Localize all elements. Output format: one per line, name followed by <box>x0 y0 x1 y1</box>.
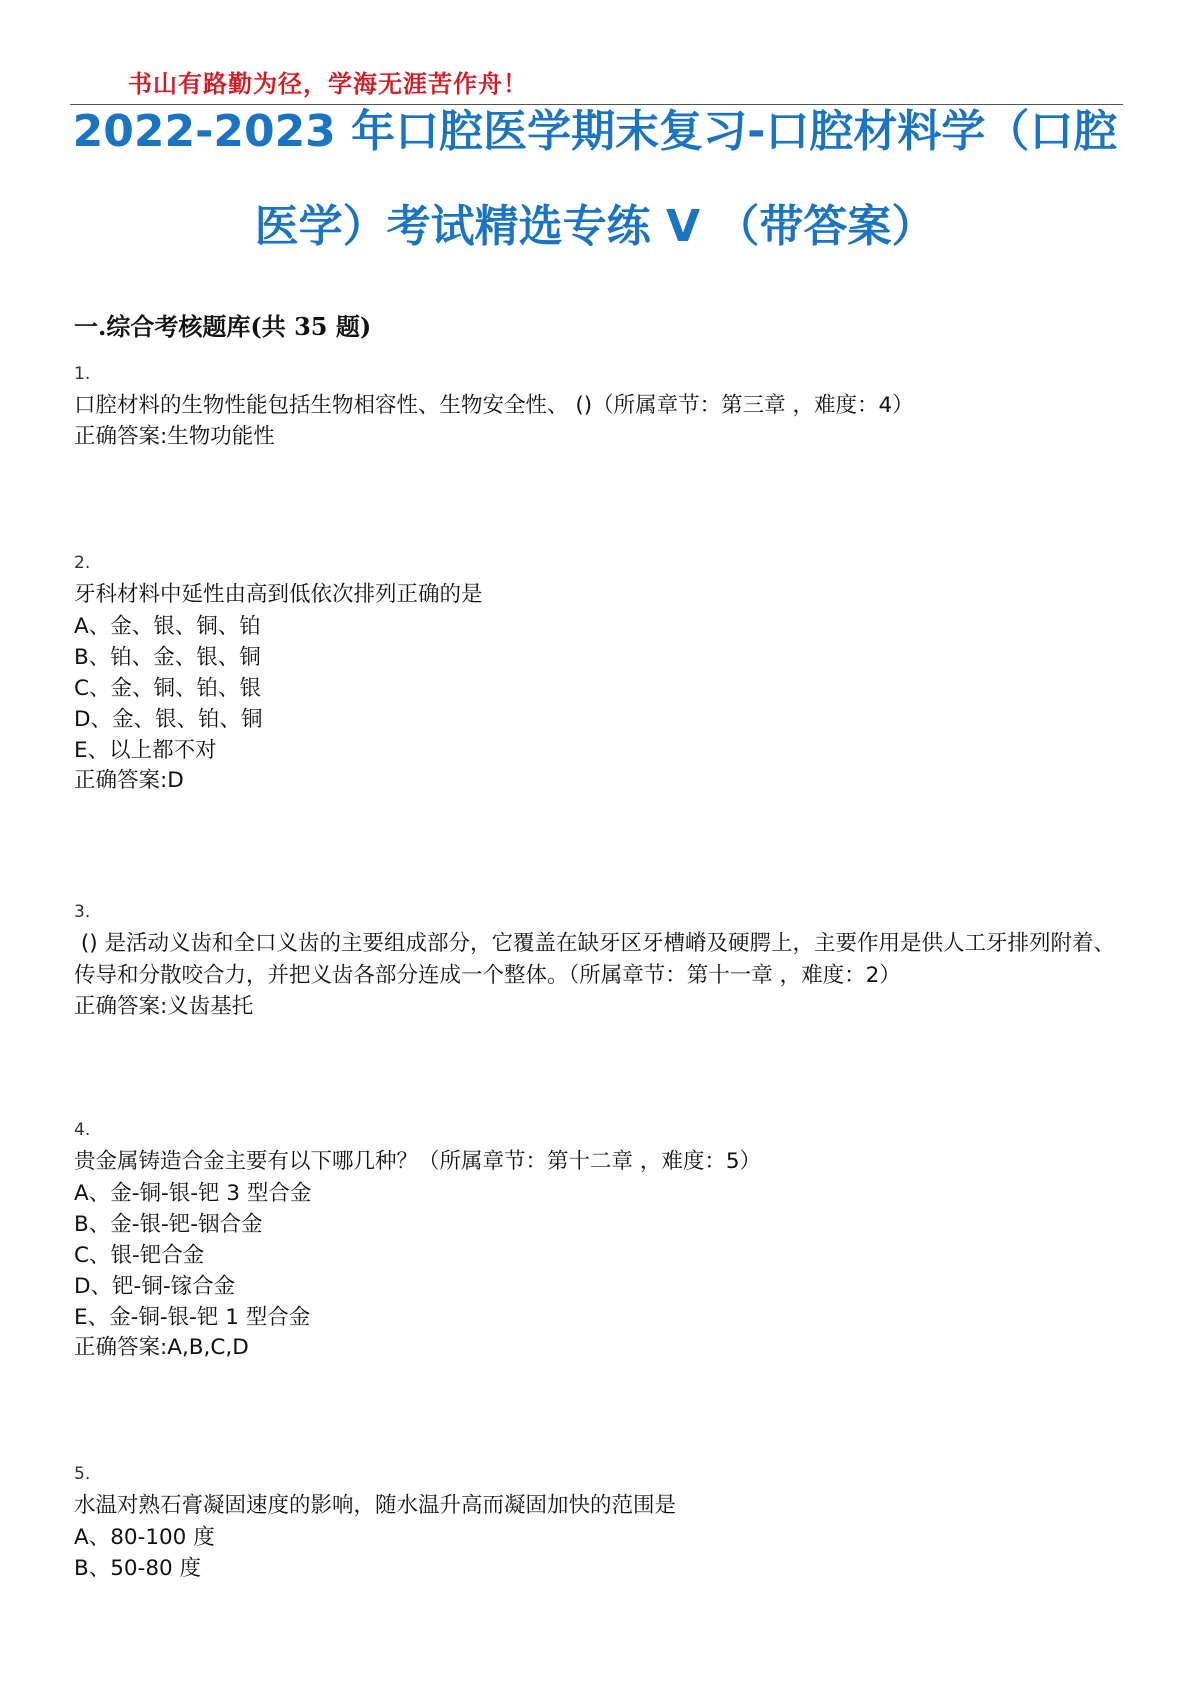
question-4 <box>74 1118 1134 1363</box>
option-e: E、以上都不对 <box>74 738 217 763</box>
question-stem: () 是活动义齿和全口义齿的主要组成部分，它覆盖在缺牙区牙槽嵴及硬腭上，主要作用是供人工牙排列附着、传导和分散咬合力，并把义齿各部分连成一个整体。（所属章节：第十一章 ，难度：2） <box>74 931 1115 988</box>
header-motto: 书山有路勤为径，学海无涯苦作舟！ <box>128 69 528 98</box>
option-b: B、50-80 度 <box>74 1556 202 1581</box>
question-number: 2. <box>74 553 91 573</box>
question-number: 3. <box>74 902 91 922</box>
option-e: E、金-铜-银-钯 1 型合金 <box>74 1305 311 1330</box>
question-answer: 正确答案:生物功能性 <box>74 424 275 449</box>
option-a: A、金-铜-银-钯 3 型合金 <box>74 1181 312 1206</box>
question-1 <box>74 362 1134 452</box>
option-b: B、铂、金、银、铜 <box>74 645 261 670</box>
section-heading: 一.综合考核题库(共 35 题) <box>74 312 372 341</box>
header-divider <box>70 104 1123 105</box>
question-answer: 正确答案:D <box>74 768 184 793</box>
option-b: B、金-银-钯-铟合金 <box>74 1212 263 1237</box>
question-2 <box>74 551 1134 796</box>
question-stem: 口腔材料的生物性能包括生物相容性、生物安全性、 ()（所属章节：第三章 ，难度：4） <box>74 393 914 418</box>
option-a: A、80-100 度 <box>74 1525 215 1550</box>
question-number: 1. <box>74 364 91 384</box>
question-number: 5. <box>74 1464 91 1484</box>
question-5 <box>74 1462 1134 1584</box>
question-answer: 正确答案:义齿基托 <box>74 994 254 1019</box>
option-a: A、金、银、铜、铂 <box>74 614 261 639</box>
document-title-line-1: 2022-2023 年口腔医学期末复习-口腔材料学（口腔 <box>72 106 1118 157</box>
question-answer: 正确答案:A,B,C,D <box>74 1335 249 1360</box>
document-title-line-2: 医学）考试精选专练 V （带答案） <box>254 201 936 252</box>
question-stem: 贵金属铸造合金主要有以下哪几种？（所属章节：第十二章 ，难度：5） <box>74 1149 762 1174</box>
option-d: D、金、银、铂、铜 <box>74 707 263 732</box>
question-stem: 水温对熟石膏凝固速度的影响，随水温升高而凝固加快的范围是 <box>74 1493 677 1518</box>
option-c: C、银-钯合金 <box>74 1243 205 1268</box>
question-stem: 牙科材料中延性由高到低依次排列正确的是 <box>74 582 483 607</box>
question-number: 4. <box>74 1120 91 1140</box>
option-c: C、金、铜、铂、银 <box>74 676 262 701</box>
option-d: D、钯-铜-镓合金 <box>74 1274 236 1299</box>
question-3 <box>74 900 1134 1022</box>
